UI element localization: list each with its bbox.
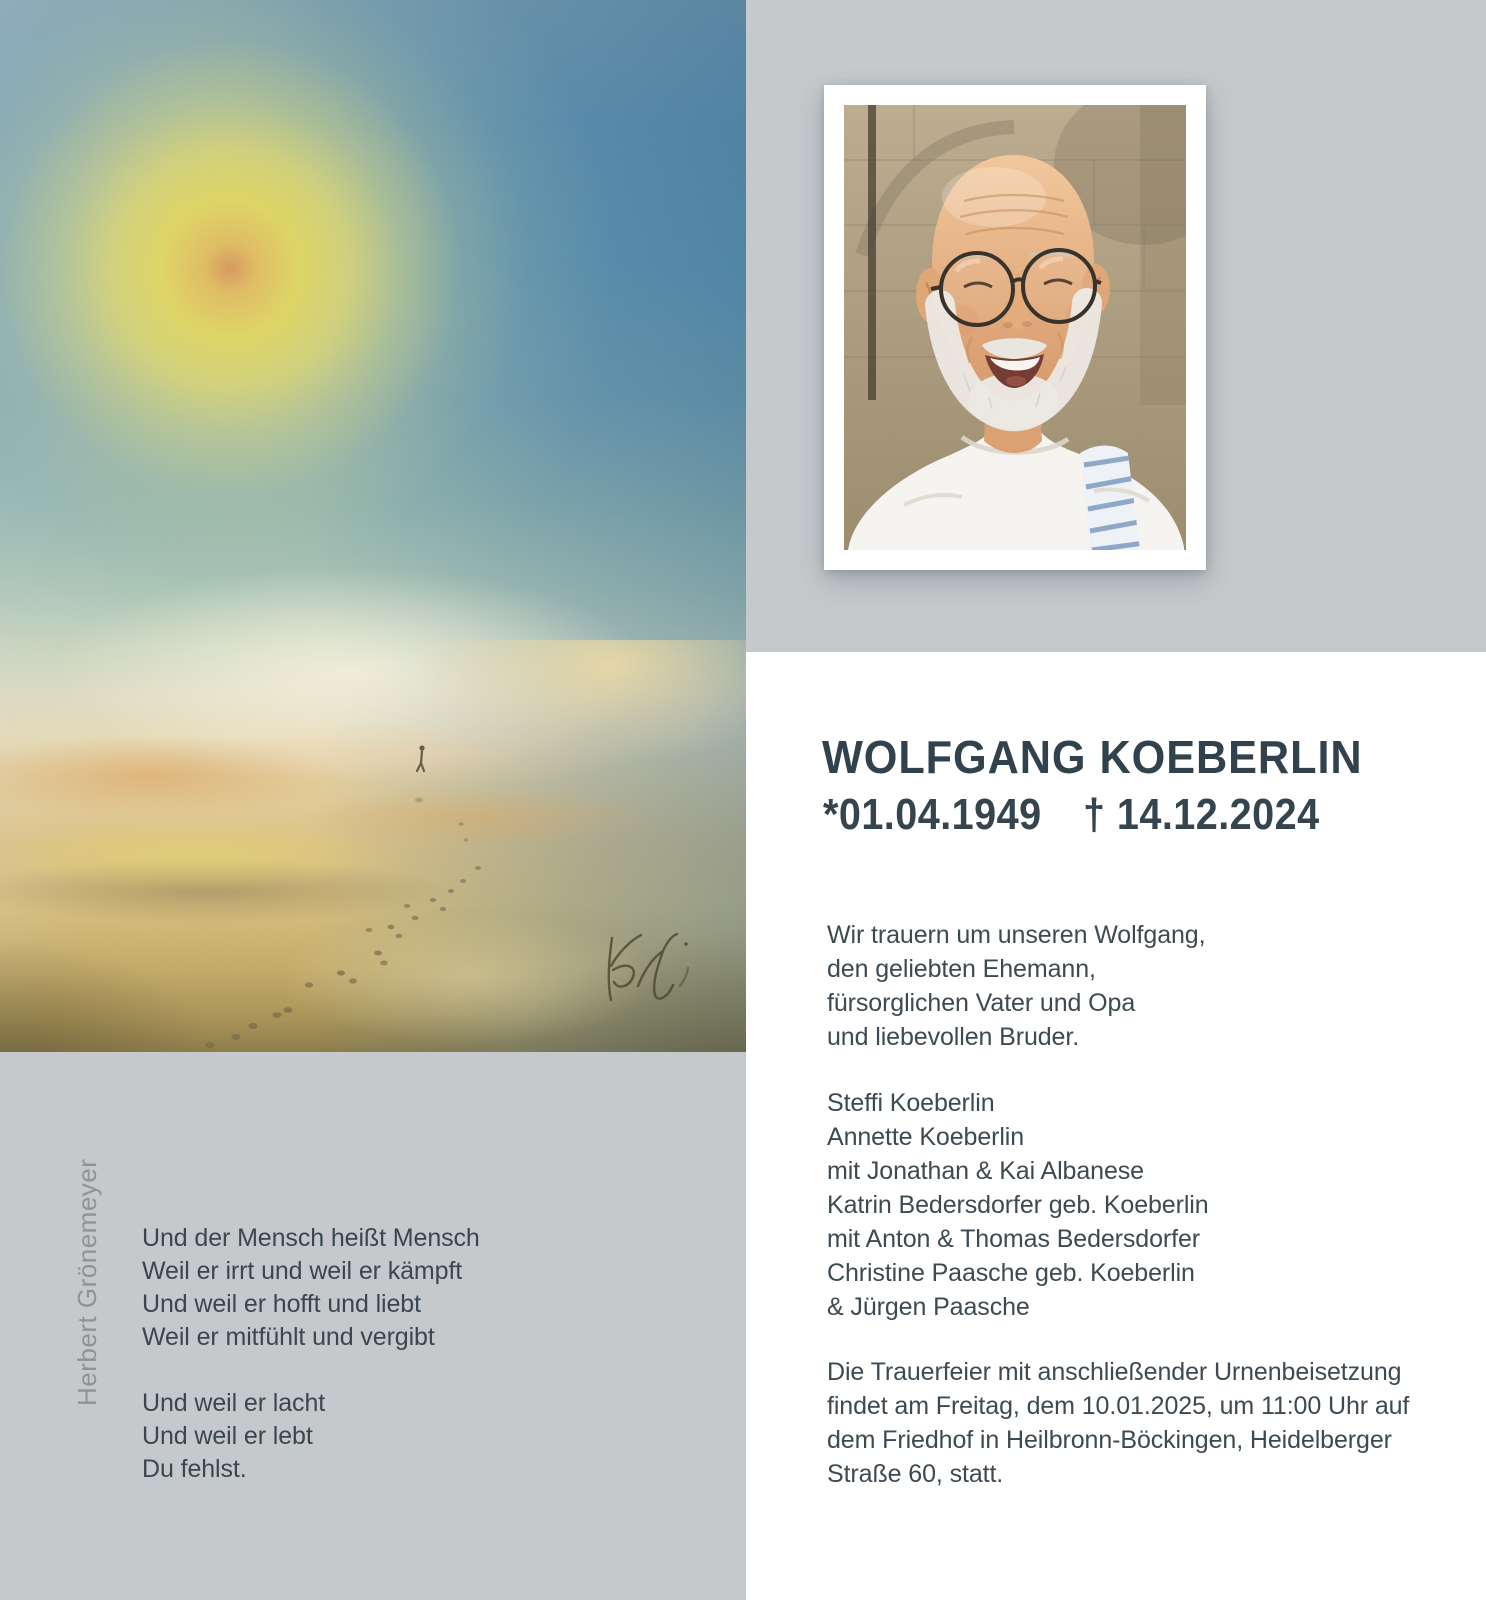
pole bbox=[868, 105, 876, 400]
poem-line: Weil er mitfühlt und vergibt bbox=[142, 1323, 435, 1351]
poem-line: Und der Mensch heißt Mensch bbox=[142, 1224, 480, 1252]
pastel-grain-texture bbox=[0, 0, 746, 1052]
intro-line: und liebevollen Bruder. bbox=[827, 1023, 1080, 1051]
mourners-list bbox=[827, 1086, 1209, 1324]
mourner-line: Steffi Koeberlin bbox=[827, 1089, 995, 1117]
life-dates bbox=[823, 790, 1320, 839]
funeral-line: Straße 60, statt. bbox=[827, 1460, 1004, 1488]
poem-stanza-2 bbox=[142, 1387, 325, 1486]
mourner-line: Christine Paasche geb. Koeberlin bbox=[827, 1259, 1195, 1287]
funeral-line: dem Friedhof in Heilbronn-Böckingen, Heidelberger bbox=[827, 1426, 1392, 1454]
poem-line: Und weil er lebt bbox=[142, 1422, 313, 1450]
mourner-line: & Jürgen Paasche bbox=[827, 1293, 1030, 1321]
poem-line: Du fehlst. bbox=[142, 1455, 247, 1483]
intro-line: Wir trauern um unseren Wolfgang, bbox=[827, 921, 1206, 949]
funeral-details bbox=[827, 1355, 1409, 1491]
poem-line: Und weil er hofft und liebt bbox=[142, 1290, 421, 1318]
death-date: † 14.12.2024 bbox=[1082, 790, 1320, 839]
birth-date: *01.04.1949 bbox=[823, 790, 1042, 839]
obituary-intro bbox=[827, 918, 1205, 1054]
intro-line: den geliebten Ehemann, bbox=[827, 955, 1096, 983]
mourner-line: Katrin Bedersdorfer geb. Koeberlin bbox=[827, 1191, 1209, 1219]
funeral-line: findet am Freitag, dem 10.01.2025, um 11:00 Uhr auf bbox=[827, 1392, 1410, 1420]
pastel-artwork bbox=[0, 0, 746, 1052]
poem-line: Weil er irrt und weil er kämpft bbox=[142, 1257, 463, 1285]
poem-stanza-1 bbox=[142, 1222, 480, 1354]
poem-line: Und weil er lacht bbox=[142, 1389, 326, 1417]
portrait-photo bbox=[844, 105, 1186, 550]
mourner-line: Annette Koeberlin bbox=[827, 1123, 1025, 1151]
photo-frame bbox=[824, 85, 1206, 570]
intro-line: fürsorglichen Vater und Opa bbox=[827, 989, 1136, 1017]
mourner-line: mit Anton & Thomas Bedersdorfer bbox=[827, 1225, 1201, 1253]
poem-credit: Herbert Grönemeyer bbox=[72, 1158, 102, 1406]
funeral-line: Die Trauerfeier mit anschließender Urnenbeisetzung bbox=[827, 1358, 1402, 1386]
mourner-line: mit Jonathan & Kai Albanese bbox=[827, 1157, 1144, 1185]
deceased-name: WOLFGANG KOEBERLIN bbox=[822, 731, 1363, 783]
